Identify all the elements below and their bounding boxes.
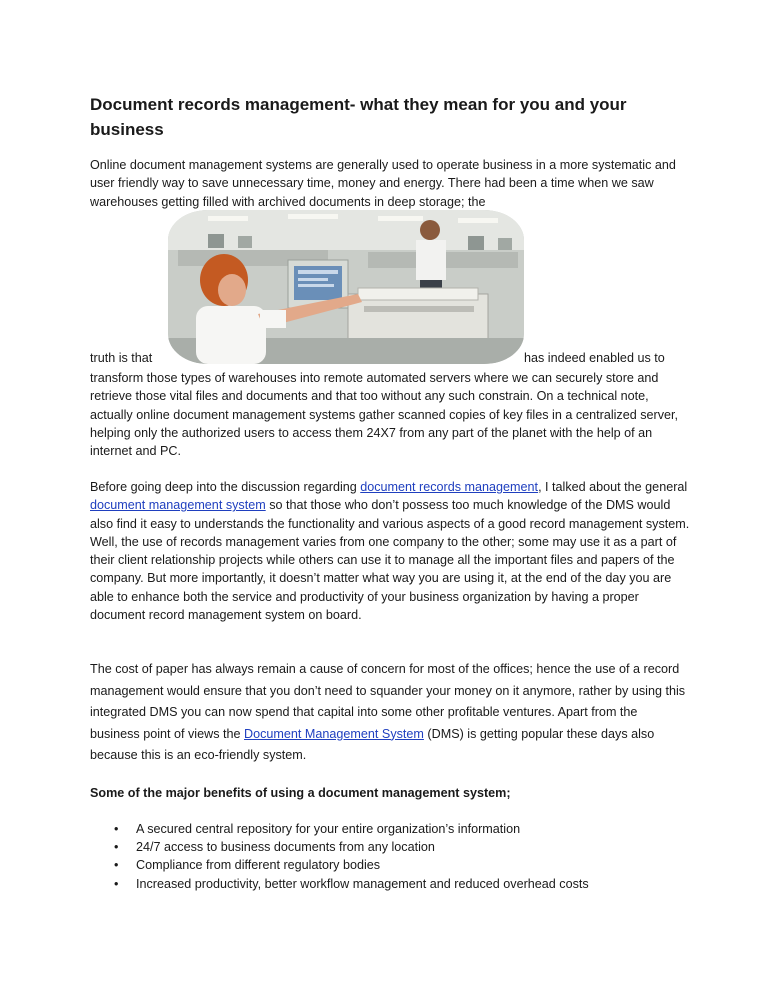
document-management-system-link-2[interactable]: Document Management System	[244, 726, 424, 741]
discussion-text-1: Before going deep into the discussion regarding	[90, 480, 361, 494]
discussion-text-3: so that those who don’t possess too much knowledge of the DMS would also find it easy to understands the functionality and various aspects of a good record management system. Well, the use of records management varies from one company to the other; some may use it as a part of their client relationship projects while others can use it to manage all the important files and papers of the company. But more importantly, it doesn’t matter what way you are using it, at the end of the day you are able to enhance both the service and productivity of your business organization by having a proper document record management system on board.	[90, 498, 690, 623]
paper-cost-text-2: (DMS) is getting popular these days also because this is an eco-friendly system.	[90, 726, 655, 762]
document-management-system-link[interactable]: document management system	[90, 498, 266, 513]
office-scanning-photo	[168, 210, 524, 364]
benefits-list	[90, 820, 690, 893]
photo-left-text: truth is that	[90, 351, 153, 365]
intro-paragraph-continued: transform those types of warehouses into remote automated servers where we can securely store and retrieve those vital files and documents and that too without any such constrain. On a technical note, actually online document management systems gather scanned copies of key files in a centralized server, helping only the authorized users to access them 24X7 from any part of the planet with the help of an internet and PC.	[90, 371, 679, 459]
list-item: • Compliance from different regulatory bodies	[90, 856, 690, 874]
discussion-text-2: , I talked about the general	[538, 480, 688, 494]
list-item: • Increased productivity, better workflow management and reduced overhead costs	[90, 875, 690, 893]
benefits-heading: Some of the major benefits of using a document management system;	[90, 786, 511, 800]
document-records-management-link[interactable]: document records management	[360, 480, 539, 494]
paper-cost-paragraph	[90, 659, 690, 767]
list-item: • A secured central repository for your entire organization’s information	[90, 820, 690, 838]
photo-right-text: has indeed enabled us to	[524, 351, 665, 365]
list-item: • 24/7 access to business documents from any location	[90, 838, 690, 856]
intro-paragraph: Online document management systems are generally used to operate business in a more systematic and user friendly way to save unnecessary time, money and energy. There had been a time when we saw warehouses getting filled with archived documents in deep storage; the	[90, 158, 676, 209]
discussion-paragraph	[90, 478, 690, 624]
document-title: Document records management- what they mean for you and your business	[90, 95, 627, 139]
paper-cost-text-1: The cost of paper has always remain a cause of concern for most of the offices; hence the use of a record management would ensure that you don’t need to squander your money on it anymore, rather by using this integrated DMS you can now spend that capital into some other profitable ventures. Apart from the business point of views the	[90, 662, 686, 741]
